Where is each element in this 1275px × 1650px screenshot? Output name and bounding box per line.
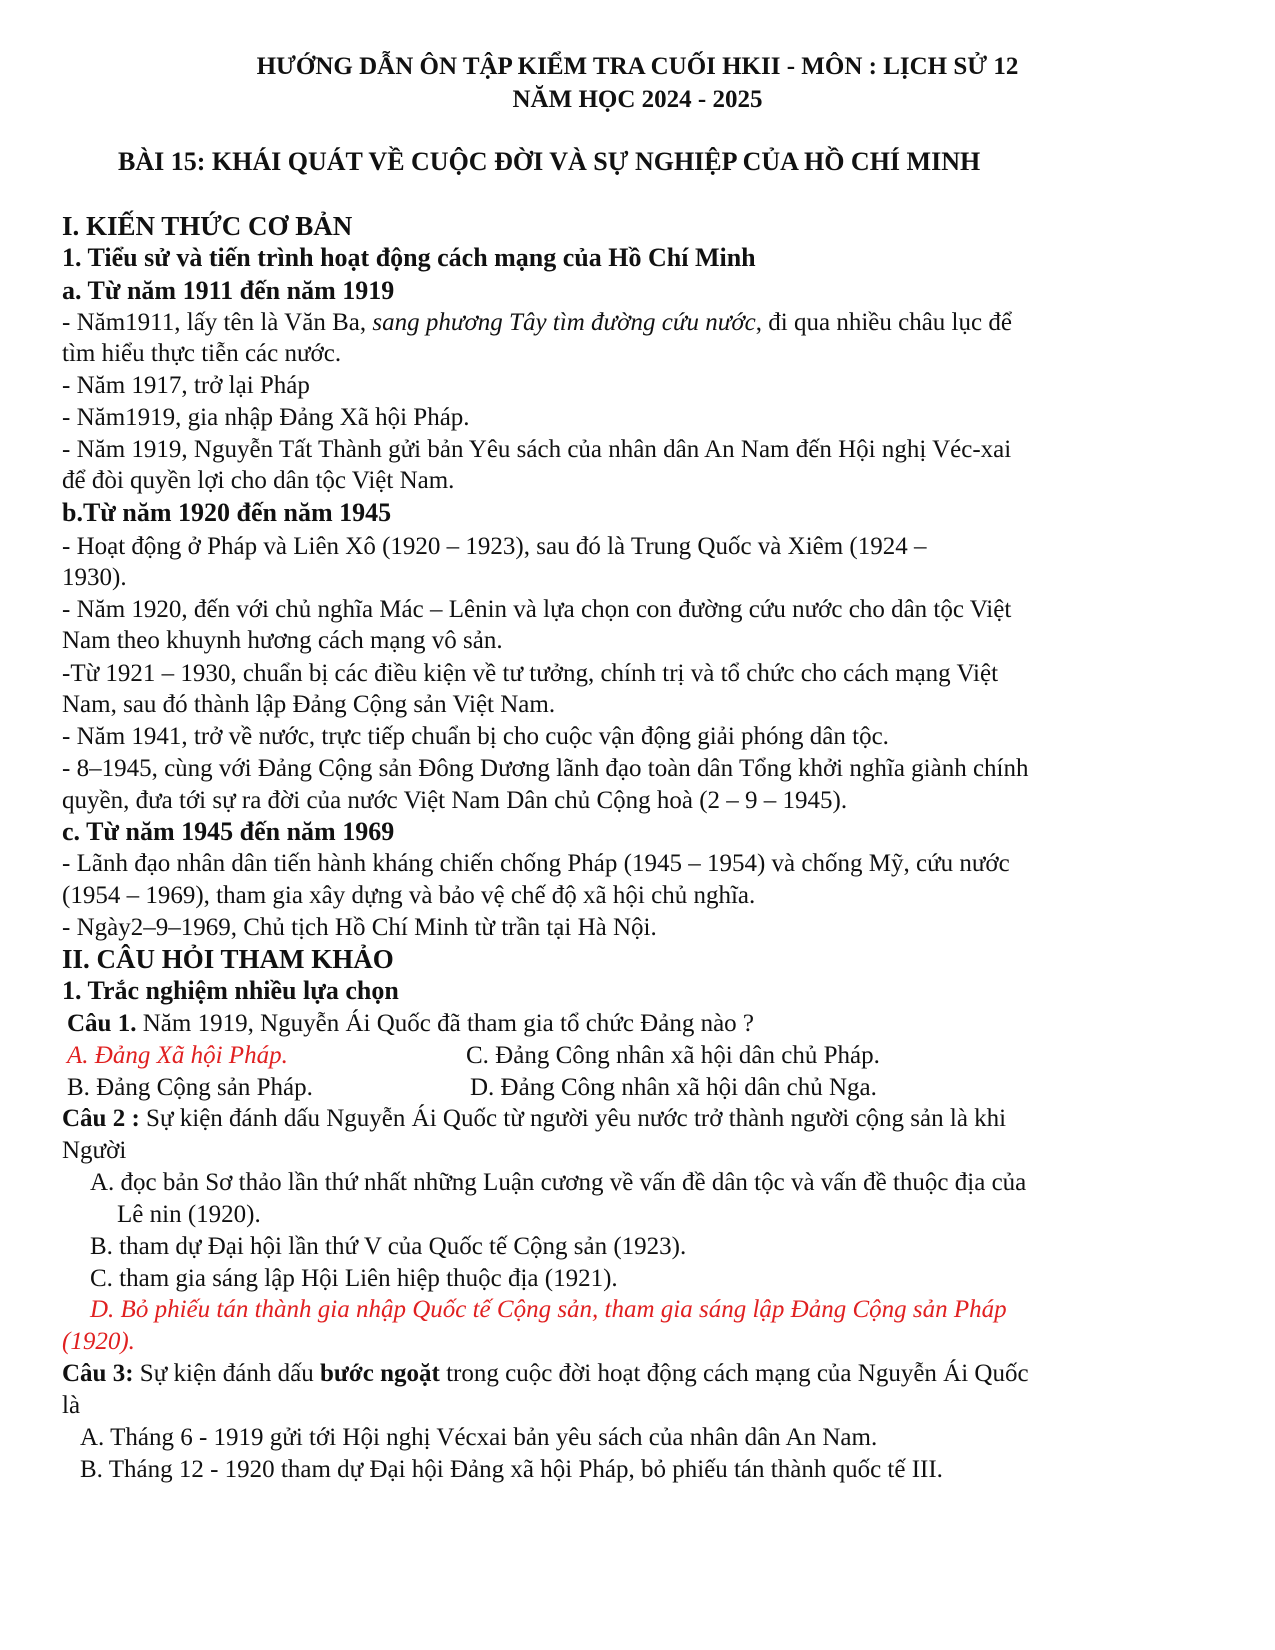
question-3: Câu 3: Sự kiện đánh dấu bước ngoặt trong cuộc đời hoạt động cách mạng của Nguyễn Ái Quốc xyxy=(62,1360,1029,1387)
paragraph-line: Nam, sau đó thành lập Đảng Cộng sản Việt Nam. xyxy=(62,691,556,718)
answer-option: A. Tháng 6 - 1919 gửi tới Hội nghị Vécxai bản yêu sách của nhân dân An Nam. xyxy=(80,1424,878,1451)
question-label: Câu 1. xyxy=(67,1010,137,1037)
answer-option: C. Đảng Công nhân xã hội dân chủ Pháp. xyxy=(466,1042,880,1069)
answer-option: A. đọc bản Sơ thảo lần thứ nhất những Luận cương về vấn đề dân tộc và vấn đề thuộc địa của xyxy=(90,1169,1027,1196)
paragraph-line: Người xyxy=(62,1137,127,1164)
paragraph-line: - Năm 1941, trở về nước, trực tiếp chuẩn bị cho cuộc vận động giải phóng dân tộc. xyxy=(62,723,889,750)
answer-option-correct: A. Đảng Xã hội Pháp. xyxy=(67,1042,288,1069)
paragraph-line: 1930). xyxy=(62,564,127,591)
paragraph-line: - Năm1911, lấy tên là Văn Ba, sang phương Tây tìm đường cứu nước, đi qua nhiều châu lục để xyxy=(62,309,1012,336)
paragraph-line: -Từ 1921 – 1930, chuẩn bị các điều kiện về tư tưởng, chính trị và tổ chức cho cách mạng Việt xyxy=(62,660,999,687)
period-heading-1911-1919: a. Từ năm 1911 đến năm 1919 xyxy=(62,276,395,305)
document-title: HƯỚNG DẪN ÔN TẬP KIỂM TRA CUỐI HKII - MÔN : LỊCH SỬ 12 xyxy=(256,53,1019,80)
paragraph-line: tìm hiểu thực tiễn các nước. xyxy=(62,340,342,367)
paragraph-line: - Năm1919, gia nhập Đảng Xã hội Pháp. xyxy=(62,404,470,431)
section-heading-reference-questions: II. CÂU HỎI THAM KHẢO xyxy=(62,944,394,974)
school-year: NĂM HỌC 2024 - 2025 xyxy=(512,86,763,113)
paragraph-line: - Lãnh đạo nhân dân tiến hành kháng chiến chống Pháp (1945 – 1954) và chống Mỹ, cứu nước xyxy=(62,850,1010,877)
bold-phrase: bước ngoặt xyxy=(320,1360,440,1387)
period-heading-1945-1969: c. Từ năm 1945 đến năm 1969 xyxy=(62,817,395,846)
answer-option: B. tham dự Đại hội lần thứ V của Quốc tế Cộng sản (1923). xyxy=(90,1233,687,1260)
answer-option: C. tham gia sáng lập Hội Liên hiệp thuộc địa (1921). xyxy=(90,1265,618,1292)
question-2: Câu 2 : Sự kiện đánh dấu Nguyễn Ái Quốc từ người yêu nước trở thành người cộng sản là khi xyxy=(62,1105,1007,1132)
lesson-title: BÀI 15: KHÁI QUÁT VỀ CUỘC ĐỜI VÀ SỰ NGHIỆP CỦA HỒ CHÍ MINH xyxy=(118,147,981,176)
italic-phrase: sang phương Tây tìm đường cứu nước xyxy=(372,309,756,336)
paragraph-line: - Năm 1917, trở lại Pháp xyxy=(62,372,310,399)
answer-option-continued: Lê nin (1920). xyxy=(117,1201,261,1228)
paragraph-line: (1954 – 1969), tham gia xây dựng và bảo vệ chế độ xã hội chủ nghĩa. xyxy=(62,882,756,909)
paragraph-line: quyền, đưa tới sự ra đời của nước Việt Nam Dân chủ Cộng hoà (2 – 9 – 1945). xyxy=(62,787,848,814)
paragraph-line: - Năm 1919, Nguyễn Tất Thành gửi bản Yêu sách của nhân dân An Nam đến Hội nghị Véc-xai xyxy=(62,436,1012,463)
paragraph-line: - 8–1945, cùng với Đảng Cộng sản Đông Dương lãnh đạo toàn dân Tổng khởi nghĩa giành chính xyxy=(62,755,1029,782)
question-label: Câu 3: xyxy=(62,1360,134,1387)
answer-option-correct: D. Bỏ phiếu tán thành gia nhập Quốc tế Cộng sản, tham gia sáng lập Đảng Cộng sản Pháp xyxy=(90,1296,1007,1323)
question-1: Câu 1. Năm 1919, Nguyễn Ái Quốc đã tham gia tổ chức Đảng nào ? xyxy=(67,1010,755,1037)
paragraph-line: - Năm 1920, đến với chủ nghĩa Mác – Lênin và lựa chọn con đường cứu nước cho dân tộc Việt xyxy=(62,596,1012,623)
period-heading-1920-1945: b.Từ năm 1920 đến năm 1945 xyxy=(62,498,392,527)
paragraph-line: Nam theo khuynh hương cách mạng vô sản. xyxy=(62,627,503,654)
paragraph-line: - Ngày2–9–1969, Chủ tịch Hồ Chí Minh từ trần tại Hà Nội. xyxy=(62,914,657,941)
subsection-heading-multiple-choice: 1. Trắc nghiệm nhiều lựa chọn xyxy=(62,976,399,1005)
subsection-heading-biography: 1. Tiểu sử và tiến trình hoạt động cách mạng của Hồ Chí Minh xyxy=(62,243,756,272)
paragraph-line: - Hoạt động ở Pháp và Liên Xô (1920 – 1923), sau đó là Trung Quốc và Xiêm (1924 – xyxy=(62,533,927,560)
answer-option-correct-continued: (1920). xyxy=(62,1328,135,1355)
answer-option: D. Đảng Công nhân xã hội dân chủ Nga. xyxy=(470,1074,877,1101)
paragraph-line: để đòi quyền lợi cho dân tộc Việt Nam. xyxy=(62,467,455,494)
answer-option: B. Đảng Cộng sản Pháp. xyxy=(67,1074,313,1101)
paragraph-line: là xyxy=(62,1392,81,1419)
answer-option: B. Tháng 12 - 1920 tham dự Đại hội Đảng xã hội Pháp, bỏ phiếu tán thành quốc tế III. xyxy=(80,1456,943,1483)
question-label: Câu 2 : xyxy=(62,1105,140,1132)
section-heading-basic-knowledge: I. KIẾN THỨC CƠ BẢN xyxy=(62,211,353,241)
